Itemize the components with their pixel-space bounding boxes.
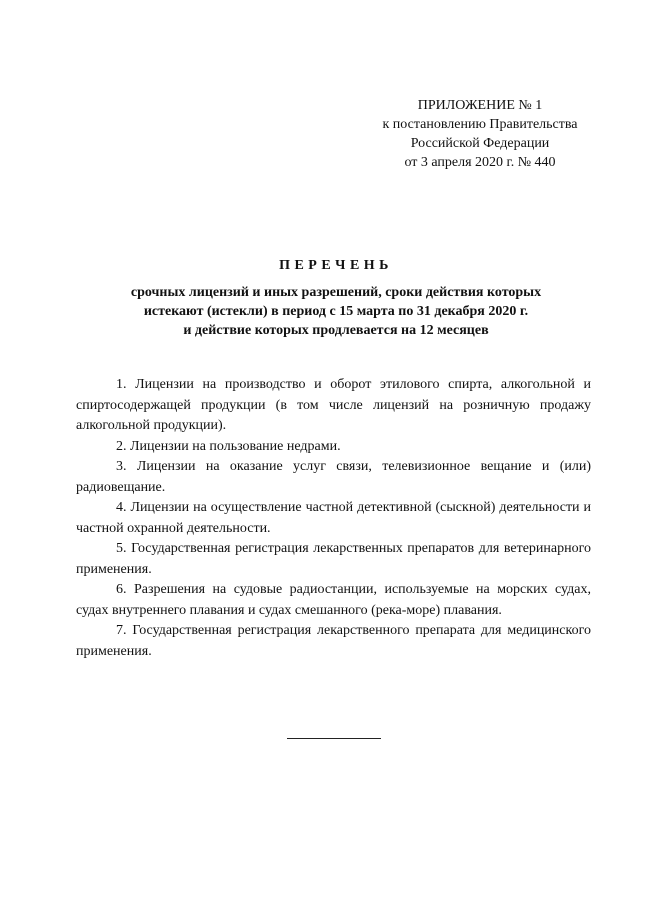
closing-divider bbox=[287, 738, 381, 739]
appendix-reference: к постановлению Правительства bbox=[382, 117, 578, 132]
list-item: 5. Государственная регистрация лекарственных препаратов для ветеринарного применения. bbox=[76, 541, 591, 577]
list-item: 7. Государственная регистрация лекарственного препарата для медицинского применения. bbox=[76, 623, 591, 659]
document-title: ПЕРЕЧЕНЬ bbox=[279, 258, 393, 273]
document-heading bbox=[60, 256, 612, 340]
list-item: 2. Лицензии на пользование недрами. bbox=[116, 438, 341, 454]
appendix-authority: Российской Федерации bbox=[410, 136, 550, 151]
appendix-date-number: от 3 апреля 2020 г. № 440 bbox=[404, 155, 556, 170]
list-item: 4. Лицензии на осуществление частной детективной (сыскной) деятельности и частной охранной деятельности. bbox=[76, 500, 591, 536]
appendix-header bbox=[330, 96, 630, 172]
list-item: 1. Лицензии на производство и оборот этилового спирта, алкогольной и спиртосодержащей продукции (в том числе лицензий на розничную продажу алкогольной продукции). bbox=[76, 377, 591, 433]
subtitle-line: срочных лицензий и иных разрешений, сроки действия которых bbox=[130, 285, 542, 300]
document-subtitle bbox=[60, 283, 612, 340]
subtitle-line: истекают (истекли) в период с 15 марта по 31 декабря 2020 г. bbox=[143, 304, 529, 319]
list-item: 6. Разрешения на судовые радиостанции, используемые на морских судах, судах внутреннего плавания и судах смешанного (река-море) плавания. bbox=[76, 582, 591, 618]
subtitle-line: и действие которых продлевается на 12 месяцев bbox=[183, 323, 489, 338]
license-list bbox=[76, 375, 591, 662]
appendix-number: ПРИЛОЖЕНИЕ № 1 bbox=[417, 98, 543, 113]
list-item: 3. Лицензии на оказание услуг связи, телевизионное вещание и (или) радиовещание. bbox=[76, 459, 591, 495]
